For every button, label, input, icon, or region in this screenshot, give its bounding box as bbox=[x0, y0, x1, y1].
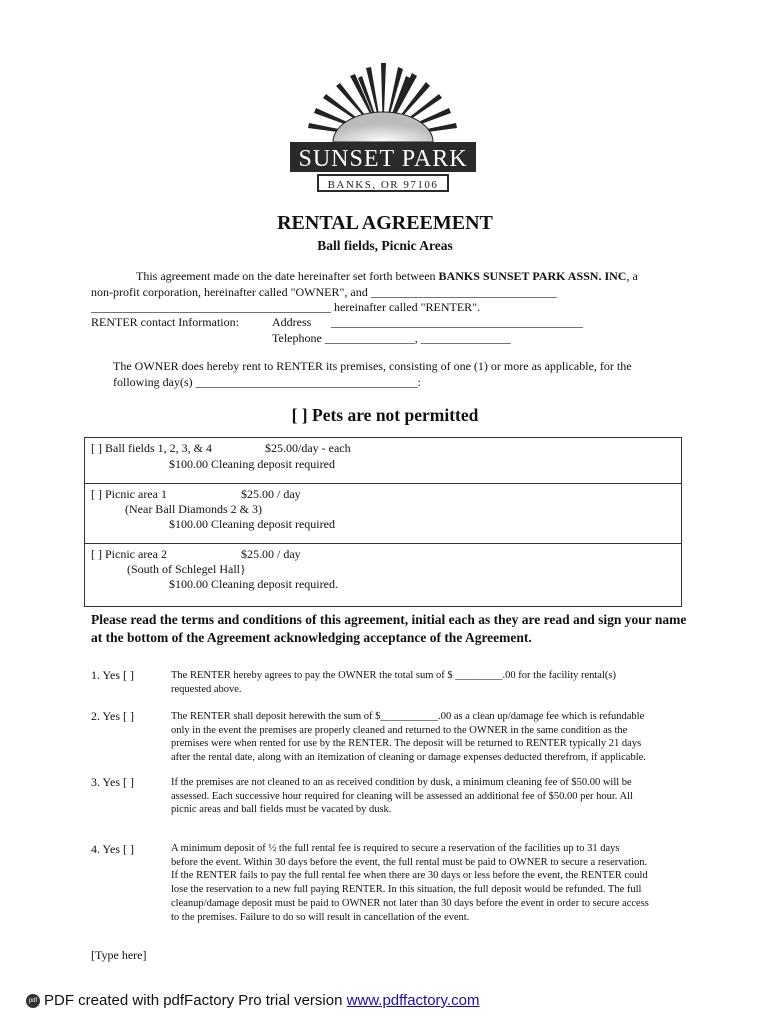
intro-line-1: This agreement made on the date hereinafter set forth between BANKS SUNSET PARK ASSN. INC, a bbox=[136, 269, 638, 283]
intro-line-2: non-profit corporation, hereinafter called "OWNER", and _______________________________ bbox=[91, 285, 557, 299]
terms-instructions-heading: Please read the terms and conditions of this agreement, initial each as they are read and sign your name at the bottom of the Agreement acknowledging acceptance of the Agreement. bbox=[91, 612, 687, 645]
address-label: Address bbox=[272, 315, 312, 329]
sunset-park-logo bbox=[278, 58, 488, 198]
facility-name: [ ] Picnic area 1 bbox=[91, 487, 167, 501]
pdf-factory-icon: pdf bbox=[26, 994, 40, 1008]
rent-line-2: following day(s) _____________________________________: bbox=[113, 375, 421, 389]
sun-rays-icon bbox=[278, 58, 488, 198]
facility-name: [ ] Ball fields 1, 2, 3, & 4 bbox=[91, 441, 212, 455]
facility-location: (South of Schlegel Hall} bbox=[127, 562, 246, 576]
term-1-initial-box[interactable]: 1. Yes [ ] bbox=[91, 668, 135, 682]
address-field[interactable]: __________________________________________ bbox=[331, 315, 583, 329]
term-2-initial-box[interactable]: 2. Yes [ ] bbox=[91, 709, 135, 723]
term-3-initial-box[interactable]: 3. Yes [ ] bbox=[91, 775, 135, 789]
footer-text: PDF created with pdfFactory Pro trial version bbox=[44, 992, 347, 1009]
term-1-text: The RENTER hereby agrees to pay the OWNER the total sum of $ _________.00 for the facility rental(s) requested above. bbox=[171, 670, 616, 695]
facility-price: $25.00 / day bbox=[241, 487, 301, 501]
pdffactory-link[interactable]: www.pdffactory.com bbox=[346, 992, 480, 1009]
page-title: RENTAL AGREEMENT bbox=[277, 212, 493, 234]
intro-line-3: ________________________________________ hereinafter called "RENTER". bbox=[91, 300, 481, 314]
facility-deposit: $100.00 Cleaning deposit required. bbox=[169, 577, 338, 591]
type-here-placeholder[interactable]: [Type here] bbox=[91, 948, 147, 962]
svg-text:SUNSET PARK: SUNSET PARK bbox=[298, 146, 468, 172]
svg-text:BANKS, OR 97106: BANKS, OR 97106 bbox=[327, 179, 439, 191]
pets-not-permitted-checkbox[interactable]: [ ] Pets are not permitted bbox=[291, 405, 479, 425]
telephone-field[interactable]: Telephone _______________, _______________ bbox=[272, 331, 511, 345]
facility-deposit: $100.00 Cleaning deposit required bbox=[169, 517, 335, 531]
facility-row-picnic-area-1[interactable] bbox=[85, 483, 681, 544]
renter-contact-label: RENTER contact Information: bbox=[91, 315, 239, 329]
facility-deposit: $100.00 Cleaning deposit required bbox=[169, 457, 335, 471]
facility-row-ball-fields[interactable] bbox=[85, 438, 681, 483]
term-3-text: If the premises are not cleaned to an as received condition by dusk, a minimum cleaning fee of $50.00 will be assessed. Each successive hour required for cleaning will be assessed an additional fee of $50.00 per hour. All picnic areas and ball fields must be vacated by dusk. bbox=[171, 777, 633, 816]
facilities-table bbox=[84, 437, 682, 607]
facility-price: $25.00 / day bbox=[241, 547, 301, 561]
facility-location: (Near Ball Diamonds 2 & 3) bbox=[125, 502, 262, 516]
term-4-initial-box[interactable]: 4. Yes [ ] bbox=[91, 842, 135, 856]
term-4-text: A minimum deposit of ½ the full rental fee is required to secure a reservation of the facilities up to 31 days before the event. Within 30 days before the event, the full rental must be paid to OWNER to secure a reservation. If the RENTER fails to pay the full rental fee when there are 30 days or less before the event, the RENTER could lose the reservation to a new full paying RENTER. In this situation, the full deposit would be refunded. The full cleanup/damage deposit must be paid to OWNER not later than 30 days before the event in order to secure access to the premises. Failure to do so will result in cancellation of the event. bbox=[171, 843, 649, 923]
rent-line-1: The OWNER does hereby rent to RENTER its premises, consisting of one (1) or more as applicable, for the bbox=[113, 359, 632, 373]
facility-row-picnic-area-2[interactable] bbox=[85, 543, 681, 605]
page-subtitle: Ball fields, Picnic Areas bbox=[317, 238, 453, 253]
facility-name: [ ] Picnic area 2 bbox=[91, 547, 167, 561]
pdf-footer bbox=[26, 992, 479, 1009]
facility-price: $25.00/day - each bbox=[265, 441, 351, 455]
term-2-text: The RENTER shall deposit herewith the sum of $___________.00 as a clean up/damage fee which is refundable only in the event the premises are properly cleaned and returned to the OWNER in the same condition as the premises were when rented for use by the RENTER. The deposit will be returned to RENTER typically 21 days after the rental date, along with an itemization of cleaning or damage expenses deducted therefrom, if applicable. bbox=[171, 711, 646, 764]
